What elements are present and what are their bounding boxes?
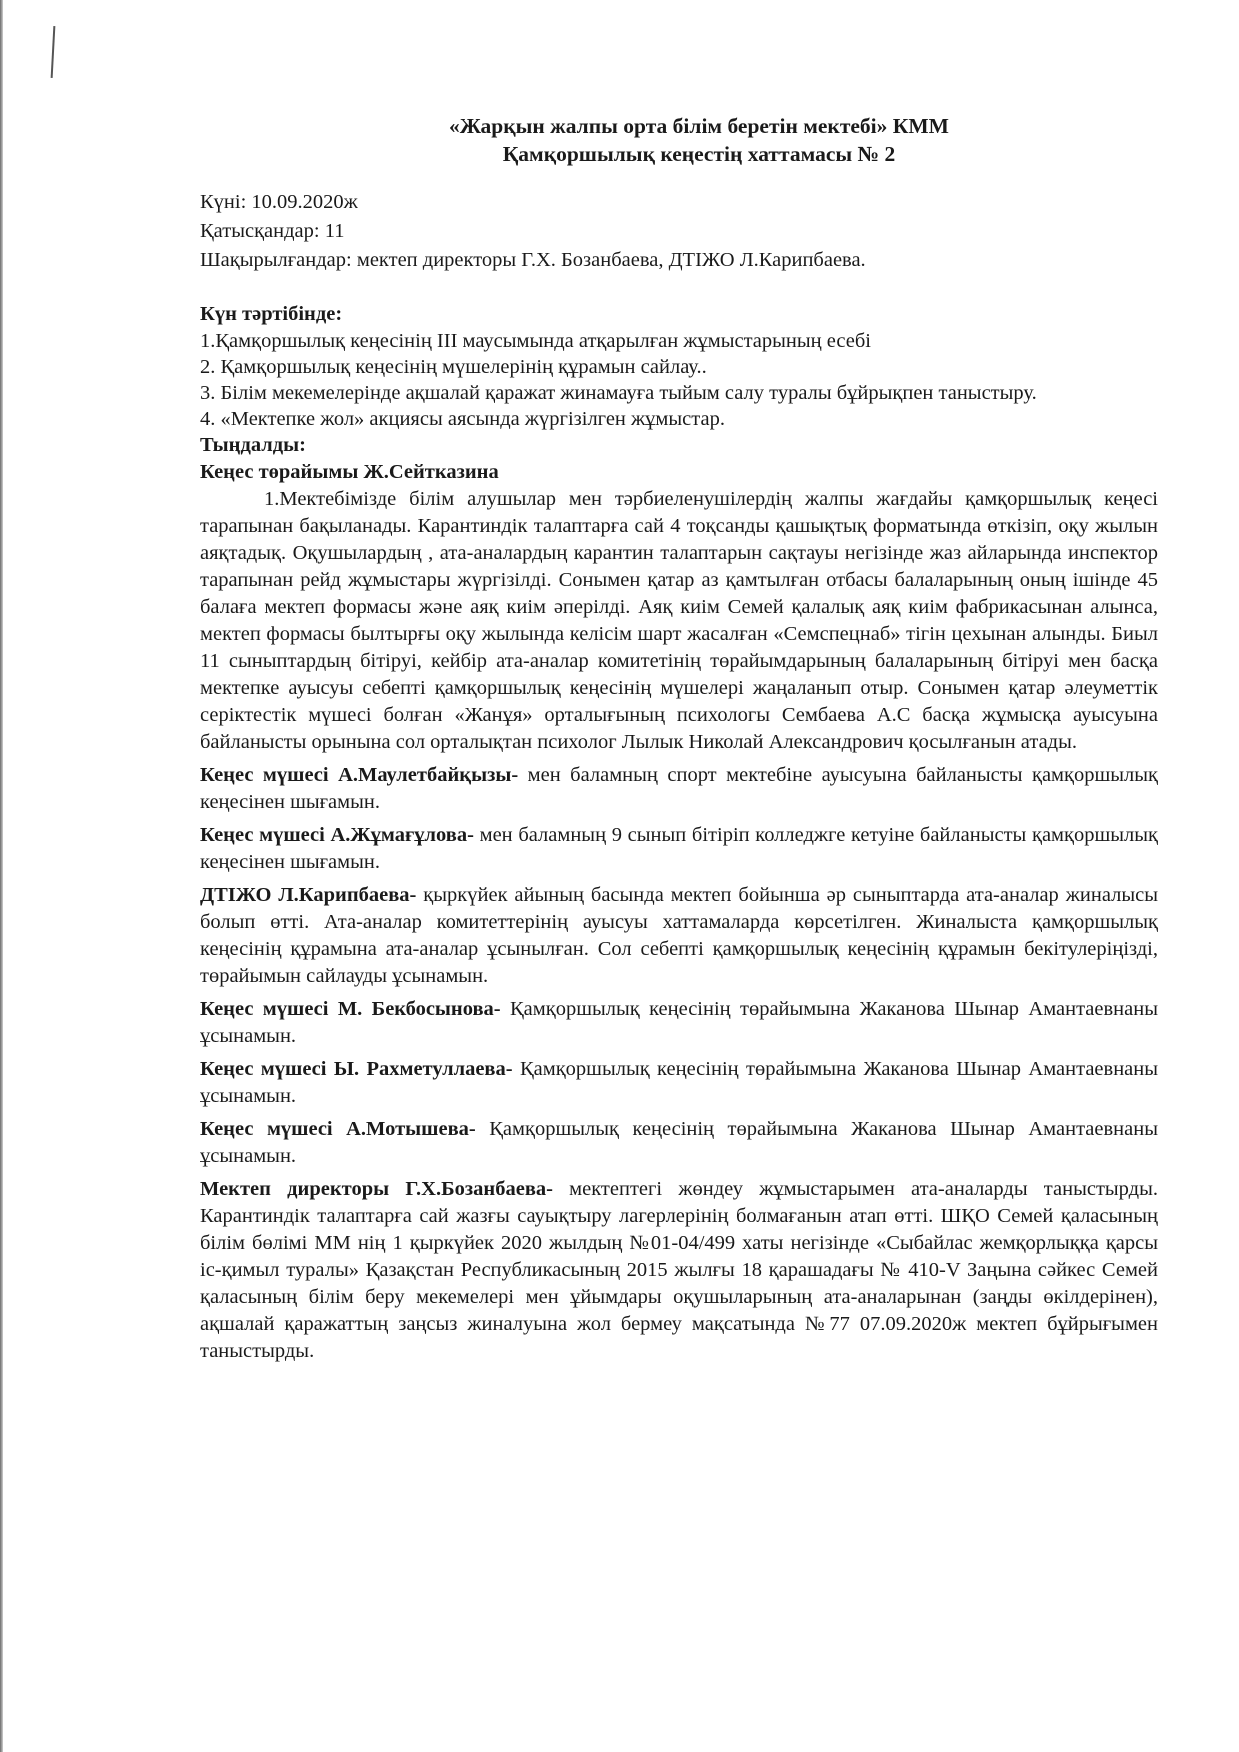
speaker-name: Кеңес мүшесі Ы. Рахметуллаева-	[200, 1058, 513, 1080]
agenda-item: 1.Қамқоршылық кеңесінің III маусымында атқарылған жұмыстарының есебі	[200, 330, 871, 352]
speaker-name: Кеңес мүшесі М. Бекбосынова-	[200, 998, 501, 1020]
speech-paragraph	[200, 996, 1158, 1050]
document-title-line-1: «Жарқын жалпы орта білім беретін мектебі» КММ	[449, 114, 949, 138]
speech-text: мен баламның спорт мектебіне ауысуына байланысты қамқоршылық кеңесінен шығамын.	[200, 764, 1158, 813]
speech-paragraph	[200, 822, 1158, 876]
speaker-name: ДТІЖО Л.Карипбаева-	[200, 884, 417, 906]
speech-text: Қамқоршылық кеңесінің төрайымына Жаканова Шынар Амантаевнаны ұсынамын.	[200, 1058, 1159, 1107]
speech-paragraph	[200, 1056, 1158, 1110]
document-page	[200, 112, 1158, 1365]
speech-paragraph	[200, 1116, 1158, 1170]
speech-text: қыркүйек айының басында мектеп бойынша әр сыныптарда ата-аналар жиналысы болып өтті. Ата-аналар комитеттерінің ауысуы хаттамаларда көрсетілген. Жиналыста қамқоршылық кеңесінің құрамына ата-аналар ұсынылған. Сол себепті қамқоршылық кеңесінің құрамын бекітулеріңізді, төрайымын сайлауды ұсынамын.	[200, 884, 1158, 987]
speech-text: Қамқоршылық кеңесінің төрайымына Жаканова Шынар Амантаевнаны ұсынамын.	[200, 998, 1158, 1047]
speaker-name: Кеңес мүшесі А.Мотышева-	[200, 1118, 476, 1140]
chair-heading: Кеңес төрайымы Ж.Сейтказина	[200, 461, 499, 483]
meeting-invited: Шақырылғандар: мектеп директоры Г.Х. Бозанбаева, ДТІЖО Л.Карипбаева.	[200, 249, 866, 271]
agenda-heading: Күн тәртібінде:	[200, 303, 343, 325]
agenda-item: 2. Қамқоршылық кеңесінің мүшелерінің құрамын сайлау..	[200, 356, 707, 378]
speech-paragraph	[200, 762, 1158, 816]
chair-report: 1.Мектебімізде білім алушылар мен тәрбиеленушілердің жалпы жағдайы қамқоршылық кеңесі тарапынан бақыланады. Карантиндік талаптарға сай 4 тоқсанды қашықтық форматында өткізіп, оқу жылын аяқтадық. Оқушылардың , ата-аналардың карантин талаптарын сақтауы негізінде жаз айларында инспектор тарапынан рейд жұмыстары жүргізілді. Сонымен қатар аз қамтылған отбасы балаларының оның ішінде 45 балаға мектеп формасы және аяқ киім әперілді. Аяқ киім Семей қалалық аяқ киім фабрикасынан алынса, мектеп формасы былтырғы оқу жылында келісім шарт жасалған «Семспецнаб» тігін цехынан алынды. Биыл 11 сыныптардың бітіруі, кейбір ата-аналар комитетінің төрайымдарының балаларының бітіруі мен басқа мектепке ауысуы себепті қамқоршылық кеңесінің мүшелері жаңаланып отыр. Сонымен қатар әлеуметтік серіктестік мүшесі болған «Жанұя» орталығының психологы Сембаева А.С басқа жұмысқа ауысуына байланысты орынына сол орталықтан психолог Лылык Николай Александрович қосылғанын атады.	[200, 488, 1158, 753]
speech-text: мен баламның 9 сынып бітіріп колледжге кетуіне байланысты қамқоршылық кеңесінен шығамын.	[200, 824, 1158, 873]
speech-paragraph	[200, 882, 1158, 990]
scan-left-edge	[0, 0, 3, 1752]
document-title-line-2: Қамқоршылық кеңестің хаттамасы № 2	[502, 142, 896, 166]
meeting-participants: Қатысқандар: 11	[200, 220, 345, 242]
speech-paragraph	[200, 1176, 1158, 1365]
speaker-name: Кеңес мүшесі А.Маулетбайқызы-	[200, 764, 519, 786]
heard-heading: Тыңдалды:	[200, 434, 306, 456]
speech-text: мектептегі жөндеу жұмыстарымен ата-аналарды таныстырды. Карантиндік талаптарға сай жазғы сауықтыру лагерлерінің болмағанын атап өтті. ШҚО Семей қаласының білім бөлімі ММ нің 1 қыркүйек 2020 жылдың №01-04/499 хаты негізінде «Сыбайлас жемқорлыққа қарсы іс-қимыл туралы» Қазақстан Республикасының 2015 жылғы 18 қарашадағы № 410-V Заңына сәйкес Семей қаласының білім беру мекемелері мен ұйымдары оқушыларының ата-аналарынан (заңды өкілдерінен), ақшалай қаражаттың заңсыз жиналуына жол бермеу мақсатында №77 07.09.2020ж мектеп бұйрығымен таныстырды.	[200, 1178, 1158, 1362]
speech-text: Қамқоршылық кеңесінің төрайымына Жаканова Шынар Амантаевнаны ұсынамын.	[200, 1118, 1158, 1167]
agenda-item: 3. Білім мекемелерінде ақшалай қаражат жинамауға тыйым салу туралы бұйрықпен таныстыру.	[200, 382, 1037, 404]
agenda-item: 4. «Мектепке жол» акциясы аясында жүргізілген жұмыстар.	[200, 408, 725, 430]
agenda-list	[200, 328, 1158, 432]
speaker-name: Мектеп директоры Г.Х.Бозанбаева-	[200, 1178, 553, 1200]
meeting-meta	[200, 188, 1158, 275]
pen-mark	[51, 26, 56, 78]
meeting-date: Күні: 10.09.2020ж	[200, 191, 358, 213]
speaker-name: Кеңес мүшесі А.Жұмағұлова-	[200, 824, 474, 846]
